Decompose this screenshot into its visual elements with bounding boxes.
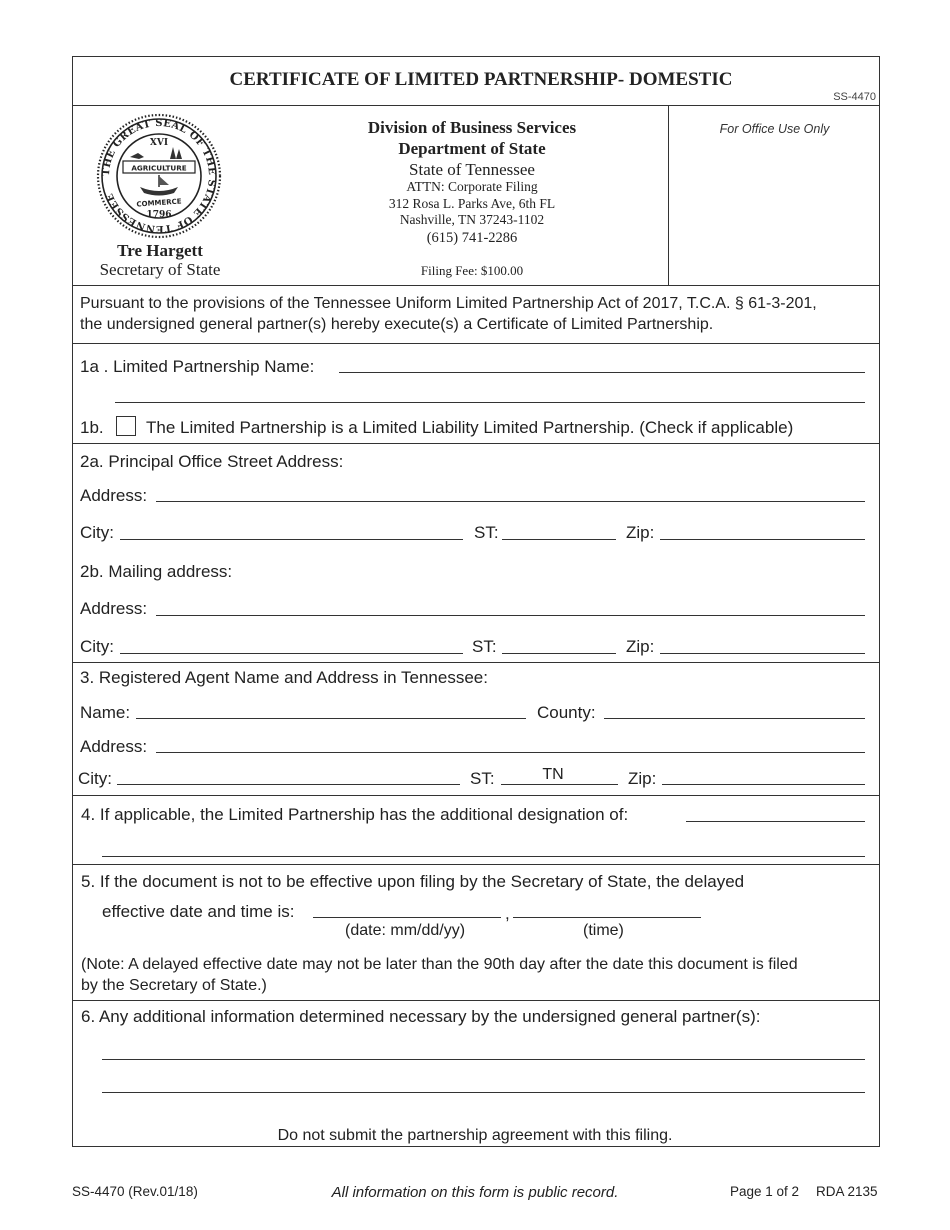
seal-roman-numeral: XVI <box>149 138 169 148</box>
underline <box>513 917 701 918</box>
divider <box>72 662 880 663</box>
additional-info-input-line-1[interactable] <box>103 1039 864 1059</box>
principal-city-label: City: <box>80 523 114 542</box>
agent-name-label: Name: <box>80 703 131 722</box>
agent-zip-input[interactable] <box>663 764 864 784</box>
divider <box>72 443 880 444</box>
attn-line: ATTN: Corporate Filing <box>406 179 538 194</box>
delay-note-line-2: by the Secretary of State.) <box>81 977 267 994</box>
underline <box>117 784 460 785</box>
divider <box>72 343 880 344</box>
underline <box>501 784 618 785</box>
designation-label: 4. If applicable, the Limited Partnership has the additional designation of: <box>81 805 629 824</box>
office-use-label: For Office Use Only <box>719 122 830 136</box>
city-state-zip: Nashville, TN 37243-1102 <box>399 212 545 227</box>
agent-city-input[interactable] <box>118 764 459 784</box>
form-number: SS-4470 <box>833 91 876 103</box>
mailing-address-input[interactable] <box>157 595 864 615</box>
public-record-notice: All information on this form is public record. <box>331 1184 619 1201</box>
underline <box>660 653 865 654</box>
secretary-name: Tre Hargett <box>117 241 203 260</box>
underline <box>136 718 526 719</box>
date-time-separator: , <box>505 904 510 923</box>
agent-county-label: County: <box>537 703 596 722</box>
llp-checkbox[interactable] <box>116 416 136 436</box>
principal-zip-input[interactable] <box>661 519 864 539</box>
mailing-zip-input[interactable] <box>661 633 864 653</box>
intro-line-1: Pursuant to the provisions of the Tennessee Uniform Limited Partnership Act of 2017, T.C.A. § 61-3-201, <box>80 295 817 312</box>
state-name: State of Tennessee <box>409 160 535 179</box>
division-name: Division of Business Services <box>367 118 577 137</box>
seal-bottom-word: COMMERCE <box>136 197 182 209</box>
underline <box>120 539 463 540</box>
intro-line-2: the undersigned general partner(s) hereby execute(s) a Certificate of Limited Partnership. <box>80 316 714 333</box>
divider <box>72 105 880 106</box>
underline <box>102 1092 865 1093</box>
delayed-date-line-1: 5. If the document is not to be effective upon filing by the Secretary of State, the delayed <box>81 872 745 891</box>
agent-address-input[interactable] <box>157 732 864 752</box>
underline <box>604 718 865 719</box>
underline <box>313 917 501 918</box>
agreement-notice: Do not submit the partnership agreement with this filing. <box>277 1127 673 1144</box>
delayed-date-input[interactable] <box>314 897 500 917</box>
mailing-state-input[interactable] <box>503 633 615 653</box>
underline <box>102 1059 865 1060</box>
divider <box>72 285 880 286</box>
llp-number: 1b. <box>80 418 104 437</box>
additional-info-input-line-2[interactable] <box>103 1072 864 1092</box>
date-format-caption: (date: mm/dd/yy) <box>345 922 466 939</box>
agent-city-label: City: <box>78 769 112 788</box>
seal-ring-text: THE GREAT SEAL OF THE STATE OF TENNESSEE <box>100 117 218 235</box>
designation-input[interactable] <box>687 801 864 821</box>
page-number: Page 1 of 2 <box>730 1184 800 1199</box>
partnership-name-input-line-2[interactable] <box>116 382 864 402</box>
principal-city-input[interactable] <box>121 519 462 539</box>
designation-input-line-2[interactable] <box>103 836 864 856</box>
divider <box>72 864 880 865</box>
filing-fee: Filing Fee: $100.00 <box>420 263 524 278</box>
underline <box>102 856 865 857</box>
partnership-name-input[interactable] <box>340 352 864 372</box>
llp-label: The Limited Partnership is a Limited Liability Limited Partnership. (Check if applicable) <box>146 418 794 437</box>
principal-address-label: Address: <box>80 486 148 505</box>
delay-note-line-1: (Note: A delayed effective date may not be later than the 90th day after the date this document is filed <box>81 956 798 973</box>
principal-state-input[interactable] <box>503 519 615 539</box>
secretary-title: Secretary of State <box>99 260 221 279</box>
principal-office-heading: 2a. Principal Office Street Address: <box>80 452 344 471</box>
street-address: 312 Rosa L. Parks Ave, 6th FL <box>388 196 556 211</box>
mailing-state-label: ST: <box>472 637 497 656</box>
agent-state-value[interactable]: TN <box>542 766 564 783</box>
agent-zip-label: Zip: <box>628 769 657 788</box>
department-name: Department of State <box>398 139 546 158</box>
rda-number: RDA 2135 <box>816 1184 878 1199</box>
underline <box>156 615 865 616</box>
seal-year: 1796 <box>146 210 172 220</box>
underline <box>156 752 865 753</box>
mailing-city-label: City: <box>80 637 114 656</box>
underline <box>339 372 865 373</box>
partnership-name-label: 1a . Limited Partnership Name: <box>80 357 315 376</box>
principal-state-label: ST: <box>474 523 499 542</box>
agent-county-input[interactable] <box>605 698 864 718</box>
registered-agent-heading: 3. Registered Agent Name and Address in Tennessee: <box>80 668 488 687</box>
underline <box>686 821 865 822</box>
delayed-time-input[interactable] <box>514 897 700 917</box>
agent-state-label: ST: <box>470 769 495 788</box>
underline <box>115 402 865 403</box>
underline <box>156 501 865 502</box>
divider <box>72 1000 880 1001</box>
tennessee-state-seal-icon <box>96 113 222 239</box>
additional-info-label: 6. Any additional information determined necessary by the undersigned general partner(s): <box>81 1007 761 1026</box>
agent-name-input[interactable] <box>137 698 525 718</box>
footer-revision: SS-4470 (Rev.01/18) <box>72 1184 198 1199</box>
principal-zip-label: Zip: <box>626 523 655 542</box>
delayed-date-line-2: effective date and time is: <box>102 902 295 921</box>
principal-address-input[interactable] <box>157 481 864 501</box>
mailing-address-heading: 2b. Mailing address: <box>80 562 233 581</box>
divider <box>72 795 880 796</box>
form-title: CERTIFICATE OF LIMITED PARTNERSHIP- DOMESTIC <box>229 69 733 90</box>
underline <box>502 539 616 540</box>
agent-address-label: Address: <box>80 737 148 756</box>
underline <box>502 653 616 654</box>
underline <box>662 784 865 785</box>
mailing-address-label: Address: <box>80 599 148 618</box>
seal-top-word: AGRICULTURE <box>131 163 187 173</box>
mailing-city-input[interactable] <box>121 633 462 653</box>
phone-number: (615) 741-2286 <box>426 230 518 246</box>
underline <box>120 653 463 654</box>
time-caption: (time) <box>583 922 624 939</box>
underline <box>660 539 865 540</box>
mailing-zip-label: Zip: <box>626 637 655 656</box>
